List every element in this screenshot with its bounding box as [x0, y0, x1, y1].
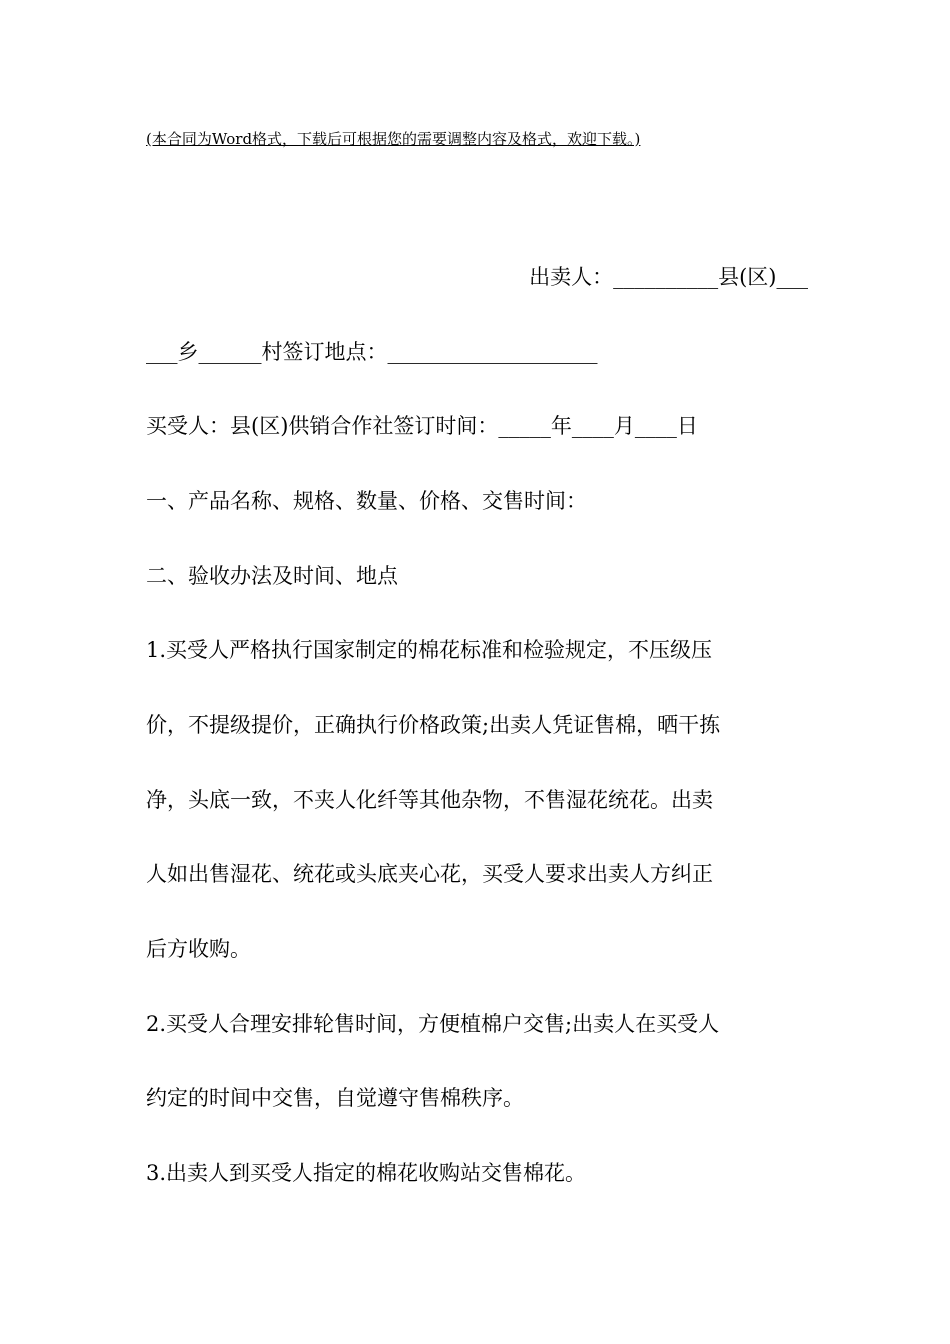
clause-3-line-1: 3.出卖人到买受人指定的棉花收购站交售棉花。	[146, 1161, 587, 1185]
clause-2-line-2: 约定的时间中交售，自觉遵守售棉秩序。	[146, 1086, 524, 1110]
clause-1-line-1: 1.买受人严格执行国家制定的棉花标准和检验规定，不压级压	[146, 638, 713, 662]
clause-2-line-1: 2.买受人合理安排轮售时间，方便植棉户交售;出卖人在买受人	[146, 1012, 720, 1036]
format-notice: (本合同为Word格式，下载后可根据您的需要调整内容及格式，欢迎下载。)	[146, 130, 641, 148]
section-1-heading: 一、产品名称、规格、数量、价格、交售时间：	[146, 489, 587, 513]
clause-1-line-3: 净，头底一致，不夹人化纤等其他杂物，不售湿花统花。出卖	[146, 788, 713, 812]
section-2-heading: 二、验收办法及时间、地点	[146, 564, 398, 588]
seller-line: 出卖人：__________县(区)___	[529, 265, 808, 289]
clause-1-line-2: 价，不提级提价，正确执行价格政策;出卖人凭证售棉，晒干拣	[146, 713, 721, 737]
clause-1-line-5: 后方收购。	[146, 937, 251, 961]
clause-1-line-4: 人如出售湿花、统花或头底夹心花，买受人要求出卖人方纠正	[146, 862, 713, 886]
township-location-line: ___乡______村签订地点：____________________	[146, 340, 598, 364]
buyer-time-line: 买受人：县(区)供销合作社签订时间：_____年____月____日	[146, 414, 698, 438]
